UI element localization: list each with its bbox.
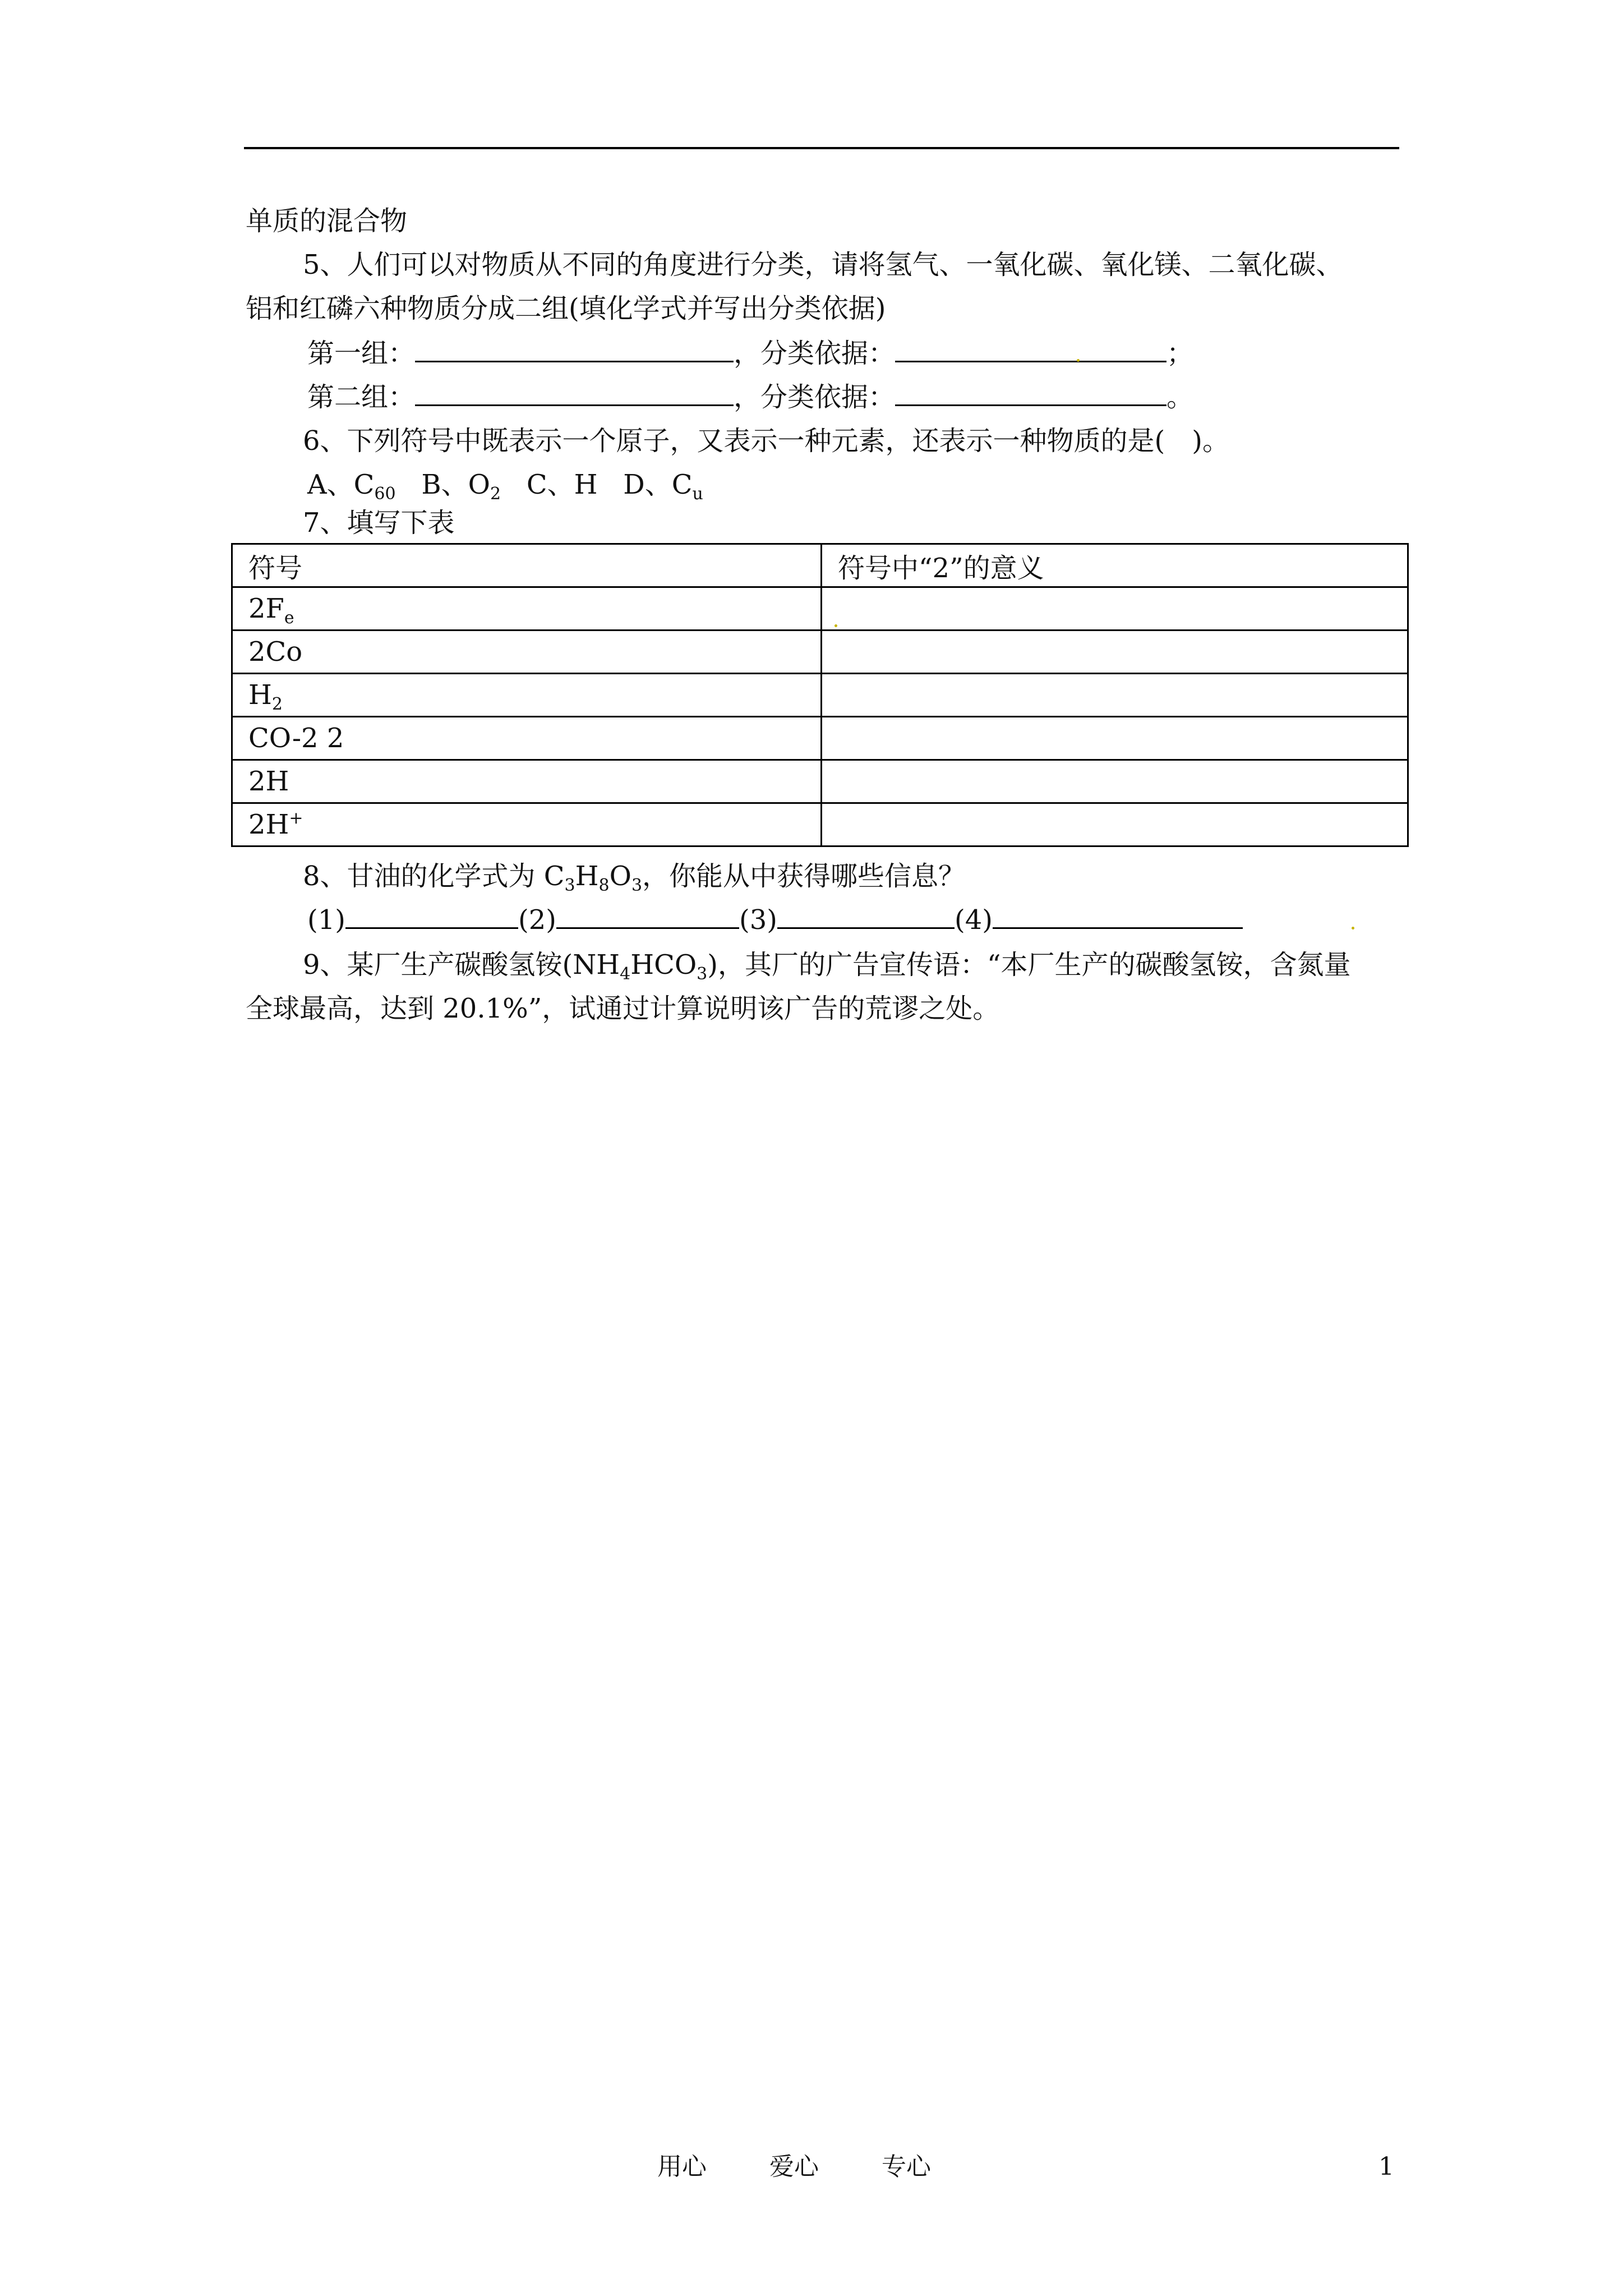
question-8-blanks: (1) (2) (3) (4): [307, 902, 1243, 938]
group-1-formula-blank[interactable]: [415, 336, 734, 362]
question-6: 6、下列符号中既表示一个原子，又表示一种元素，还表示一种物质的是( )。: [303, 425, 1229, 457]
continuation-line: 单质的混合物: [246, 205, 408, 237]
scan-speck: [1352, 927, 1354, 930]
meaning-cell[interactable]: [822, 717, 1408, 760]
meaning-cell[interactable]: [822, 803, 1408, 846]
question-9-line-1: 9、某厂生产碳酸氢铵$(NH_4HCO_3)$，其厂的广告宣传语：“本厂生产的碳酸氢铵，含氮量: [303, 949, 1351, 984]
option-d: D、$C_u$: [623, 469, 703, 504]
question-6-options: [307, 467, 703, 503]
question-5-line-2: 铝和红磷六种物质分成二组(填化学式并写出分类依据): [246, 293, 886, 324]
group-2-basis-blank[interactable]: [895, 380, 1166, 406]
symbol-cell: 2Co: [232, 631, 822, 674]
question-8: 8、甘油的化学式为 $C_3H_8O_3$，你能从中获得哪些信息？: [303, 861, 966, 895]
question-7: 7、填写下表: [303, 507, 455, 539]
question-5-line-1: 5、人们可以对物质从不同的角度进行分类，请将氢气、一氧化碳、氧化镁、二氧化碳、: [303, 249, 1343, 280]
symbol-cell: $H_2$: [232, 674, 822, 717]
scan-speck: [1077, 359, 1080, 362]
meaning-cell[interactable]: [822, 587, 1408, 631]
meaning-cell[interactable]: [822, 631, 1408, 674]
table-row: [232, 717, 1408, 760]
question-9-line-2: 全球最高，达到 20.1%”，试通过计算说明该广告的荒谬之处。: [246, 993, 1000, 1024]
option-b: B、$O_2$: [421, 469, 501, 504]
table-row: [232, 674, 1408, 717]
footer-motto-1: 用心: [657, 2152, 707, 2181]
option-c: C、H: [526, 469, 598, 500]
option-a: A、$C_{60}$: [307, 469, 396, 504]
answer-blank-3[interactable]: [777, 903, 955, 929]
header-rule: [244, 147, 1399, 149]
symbol-cell: $2F_e$: [232, 587, 822, 631]
answer-blank-2[interactable]: [556, 903, 739, 929]
symbol-cell: 2H+: [232, 803, 822, 846]
meaning-cell[interactable]: [822, 674, 1408, 717]
scan-speck: [834, 624, 837, 627]
symbol-cell: 2H: [232, 760, 822, 803]
table-row: [232, 631, 1408, 674]
symbol-cell: CO-2 2: [232, 717, 822, 760]
meaning-cell[interactable]: [822, 760, 1408, 803]
group-1-basis-blank[interactable]: [895, 336, 1166, 362]
table-header-cell: 符号: [232, 544, 822, 587]
table-row: [232, 803, 1408, 846]
group-2-line: 第二组： ，分类依据： 。: [307, 379, 1193, 415]
group-1-line: 第一组： ，分类依据： ；: [307, 335, 1193, 371]
group-2-formula-blank[interactable]: [415, 380, 734, 406]
table-row: [232, 587, 1408, 631]
table-row: [232, 760, 1408, 803]
symbol-meaning-table: [231, 543, 1409, 847]
page-number: 1: [1378, 2152, 1394, 2181]
table-header-row: [232, 544, 1408, 587]
answer-blank-1[interactable]: [345, 903, 518, 929]
footer-motto-2: 爱心: [769, 2152, 819, 2181]
footer-motto-3: 专心: [882, 2152, 931, 2181]
answer-blank-4[interactable]: [993, 903, 1243, 929]
table-header-cell: 符号中“2”的意义: [822, 544, 1408, 587]
